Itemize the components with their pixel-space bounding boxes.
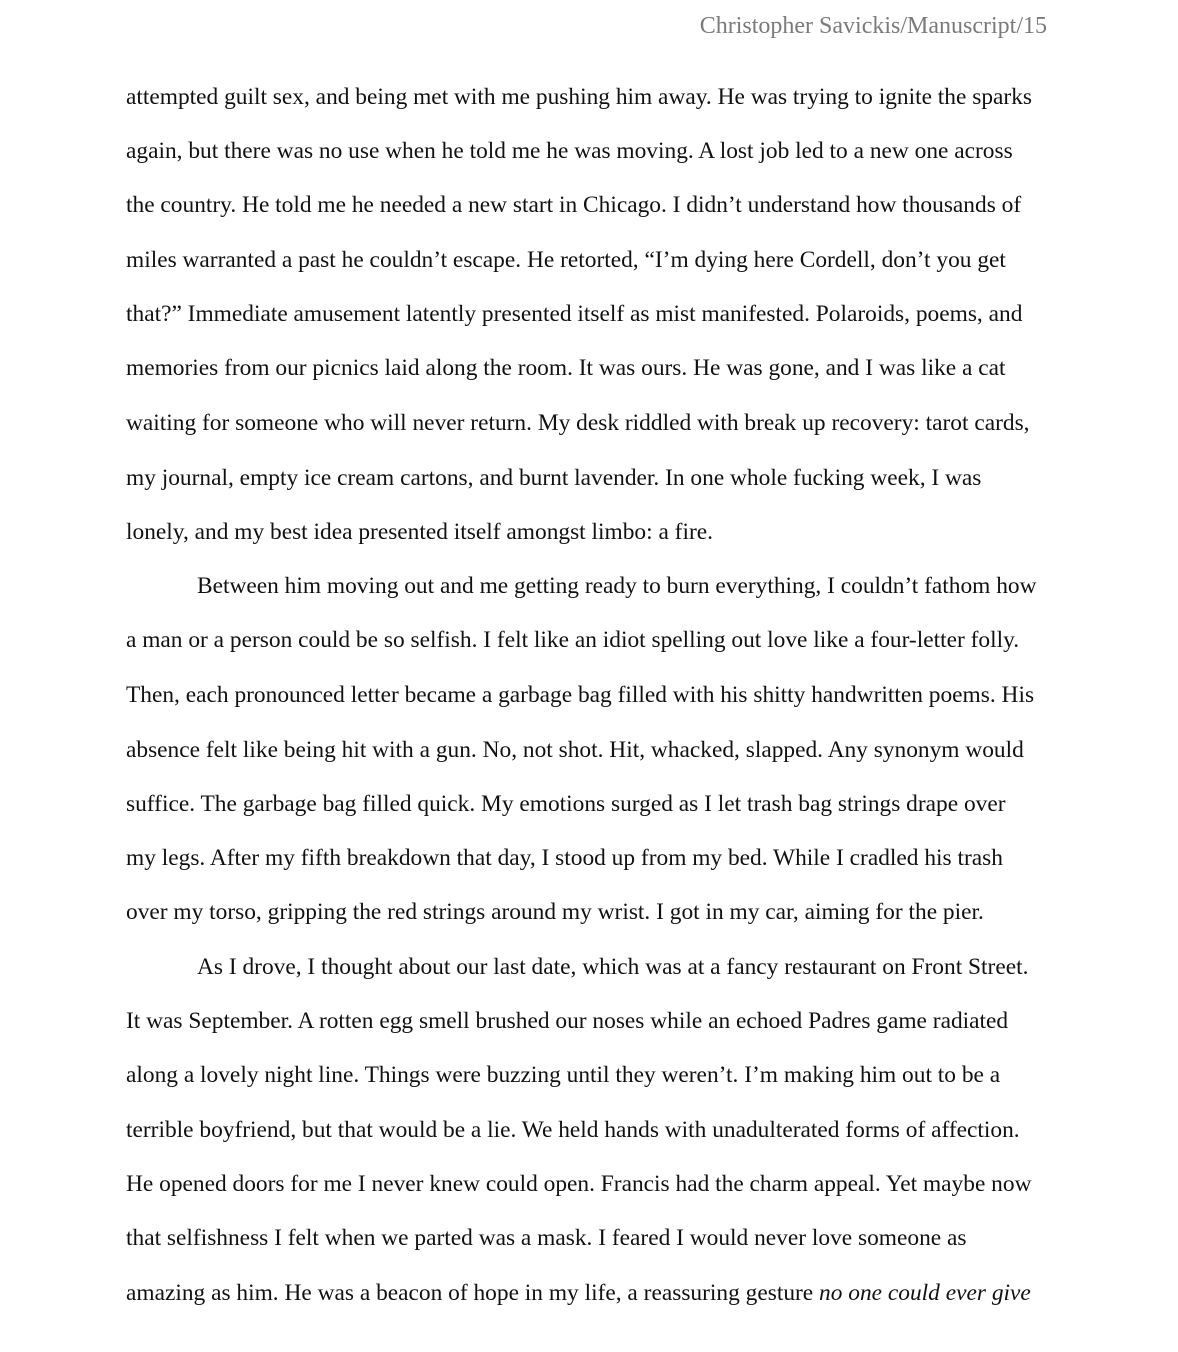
text-line: terrible boyfriend, but that would be a lie. We held hands with unadulterated forms of affection. [126,1117,1020,1143]
text-line-last [126,1278,1031,1308]
text-line: lonely, and my best idea presented itself amongst limbo: a fire. [126,519,713,545]
text-line: attempted guilt sex, and being met with me pushing him away. He was trying to ignite the sparks [126,84,1032,110]
text-line: Then, each pronounced letter became a garbage bag filled with his shitty handwritten poems. His [126,682,1035,708]
paragraph-first-line: As I drove, I thought about our last date, which was at a fancy restaurant on Front Street. [197,954,1029,980]
text-line: suffice. The garbage bag filled quick. My emotions surged as I let trash bag strings drape over [126,791,1006,817]
text-line: again, but there was no use when he told me he was moving. A lost job led to a new one across [126,138,1013,164]
text-line: the country. He told me he needed a new start in Chicago. I didn’t understand how thousands of [126,192,1022,218]
text-line: along a lovely night line. Things were buzzing until they weren’t. I’m making him out to be a [126,1062,1001,1088]
text-line: that?” Immediate amusement latently presented itself as mist manifested. Polaroids, poems, and [126,301,1023,327]
text-line: He opened doors for me I never knew could open. Francis had the charm appeal. Yet maybe now [126,1171,1032,1197]
text-line: my legs. After my fifth breakdown that day, I stood up from my bed. While I cradled his trash [126,845,1003,871]
text-line: memories from our picnics laid along the room. It was ours. He was gone, and I was like a cat [126,355,1006,381]
text-line: my journal, empty ice cream cartons, and burnt lavender. In one whole fucking week, I was [126,465,982,491]
paragraph-first-line: Between him moving out and me getting ready to burn everything, I couldn’t fathom how [197,573,1037,599]
running-header: Christopher Savickis/Manuscript/15 [699,13,1047,39]
text-line: waiting for someone who will never return. My desk riddled with break up recovery: tarot cards, [126,410,1030,436]
text-line: a man or a person could be so selfish. I felt like an idiot spelling out love like a four-letter folly. [126,627,1020,653]
italic-text-run: no one could ever give [819,1280,1031,1306]
text-line: It was September. A rotten egg smell brushed our noses while an echoed Padres game radiated [126,1008,1009,1034]
text-line: miles warranted a past he couldn’t escape. He retorted, “I’m dying here Cordell, don’t you get [126,247,1006,273]
text-run: amazing as him. He was a beacon of hope in my life, a reassuring gesture [126,1280,820,1306]
text-line: that selfishness I felt when we parted was a mask. I feared I would never love someone as [126,1225,967,1251]
text-line: over my torso, gripping the red strings around my wrist. I got in my car, aiming for the pier. [126,899,984,925]
text-line: absence felt like being hit with a gun. No, not shot. Hit, whacked, slapped. Any synonym would [126,737,1024,763]
